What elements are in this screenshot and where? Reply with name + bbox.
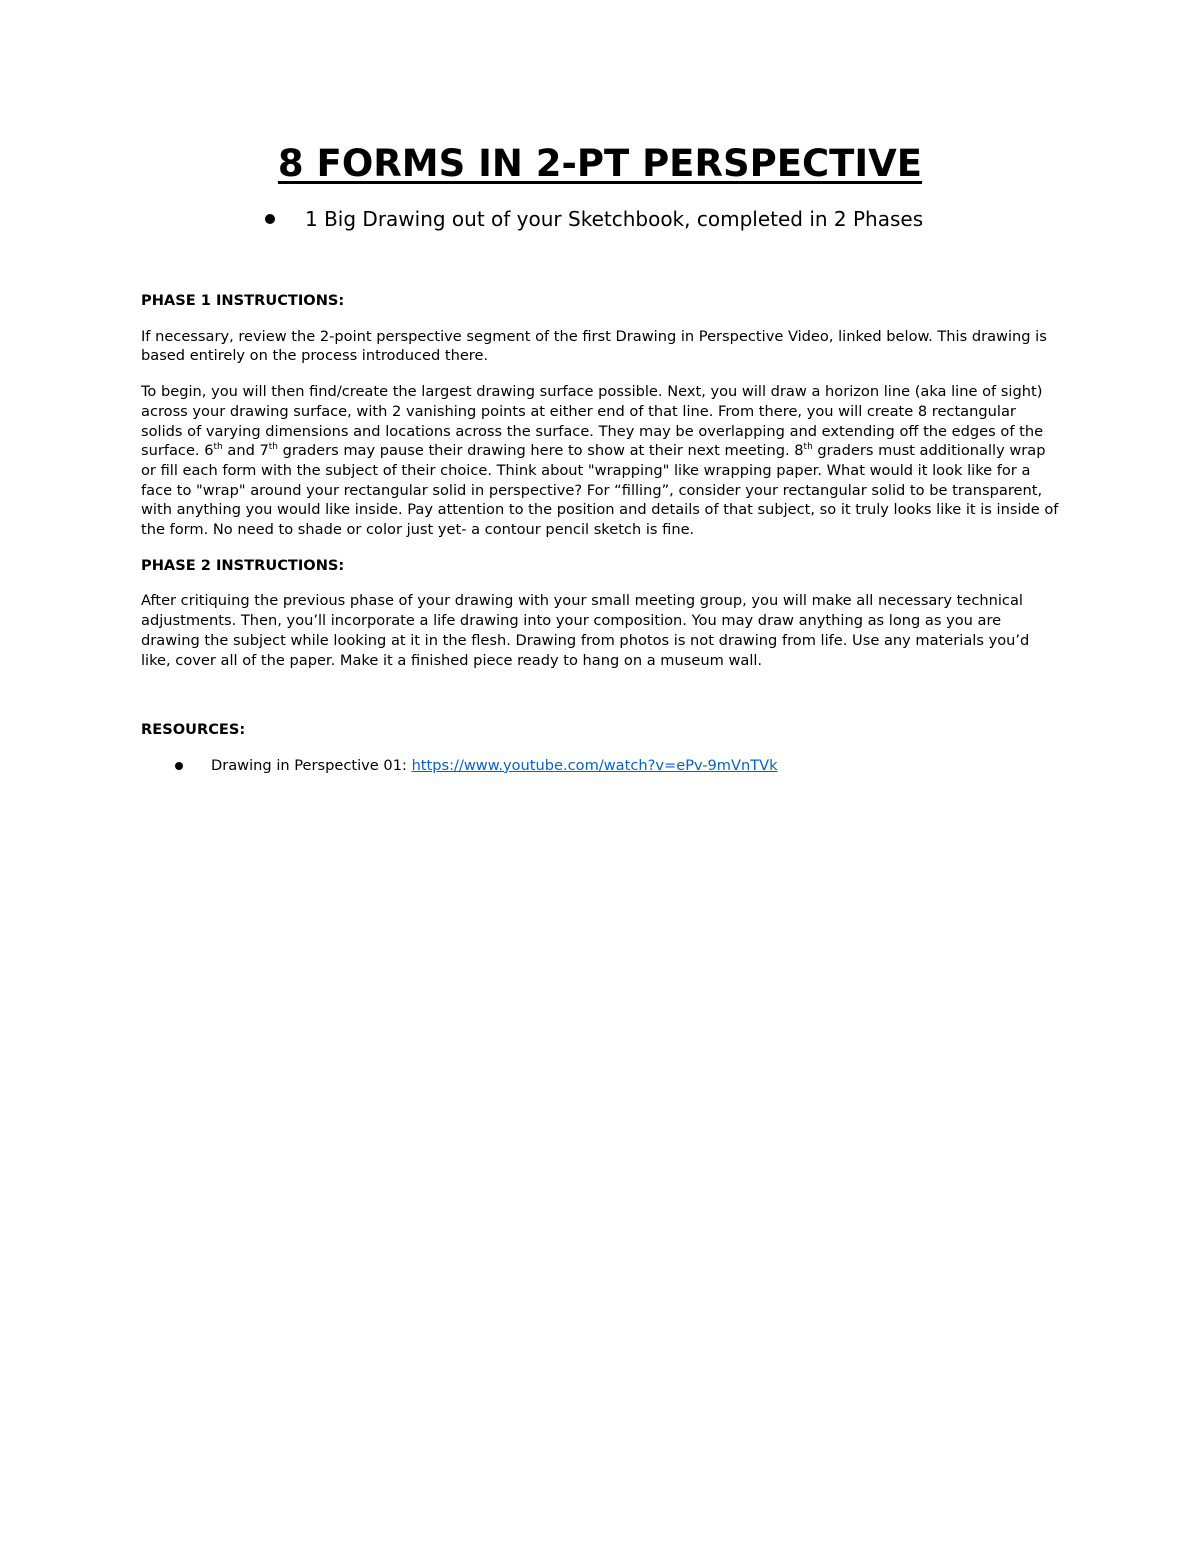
youtube-video-link[interactable]: https://www.youtube.com/watch?v=ePv-9mVnTVk	[411, 756, 778, 774]
phase1-paragraph-2-part-3: graders may pause their drawing here to show at their next meeting. 8	[278, 442, 804, 460]
resource-label: Drawing in Perspective 01:	[211, 756, 407, 774]
resources-heading: RESOURCES:	[141, 721, 246, 739]
phase1-paragraph-1: If necessary, review the 2-point perspective segment of the first Drawing in Perspective Video, linked below. This drawing is based entirely on the process introduced there.	[141, 327, 1047, 365]
phase1-paragraph-2-part-4: graders must additionally wrap or fill each form with the subject of their choice. Think about "wrapping" like wrapping paper. What would it look like for a face to "wrap" around your rectangular solid in perspective? For “filling”, consider your rectangular solid to be transparent, with anything you would like inside. Pay attention to the position and details of that subject, so it truly looks like it is inside of the form. No need to shade or color just yet- a contour pencil sketch is fine.	[141, 442, 1059, 539]
phase1-heading: PHASE 1 INSTRUCTIONS:	[141, 292, 345, 309]
subtitle-bullet-item	[263, 204, 923, 234]
subtitle-text: 1 Big Drawing out of your Sketchbook, completed in 2 Phases	[305, 207, 924, 231]
phase1-paragraph-2-part-2: and 7	[222, 442, 269, 460]
superscript-th: th	[803, 442, 813, 453]
phase1-paragraph-2-part-1: To begin, you will then find/create the largest drawing surface possible. Next, you will draw a horizon line (aka line of sight) across your drawing surface, with 2 vanishing points at either end of that line. From there, you will create 8 rectangular solids of varying dimensions and locations across the surface. They may be overlapping and extending off the edges of the surface. 6	[141, 383, 1044, 460]
document-title: 8 FORMS IN 2-PT PERSPECTIVE	[277, 142, 923, 185]
bullet-icon	[265, 214, 275, 224]
document-body	[141, 291, 1061, 776]
phase2-paragraph: After critiquing the previous phase of your drawing with your small meeting group, you will make all necessary technical adjustments. Then, you’ll incorporate a life drawing into your composition. You may draw anything as long as you are drawing the subject while looking at it in the flesh. Drawing from photos is not drawing from life. Use any materials you’d like, cover all of the paper. Make it a finished piece ready to hang on a museum wall.	[141, 592, 1030, 669]
spacer	[141, 686, 1061, 720]
superscript-th: th	[213, 442, 223, 453]
phase2-heading: PHASE 2 INSTRUCTIONS:	[141, 556, 345, 574]
bullet-icon	[175, 762, 183, 770]
resource-list-item	[175, 756, 1061, 776]
phase1-paragraph-2	[141, 382, 1061, 540]
superscript-th: th	[268, 442, 278, 453]
